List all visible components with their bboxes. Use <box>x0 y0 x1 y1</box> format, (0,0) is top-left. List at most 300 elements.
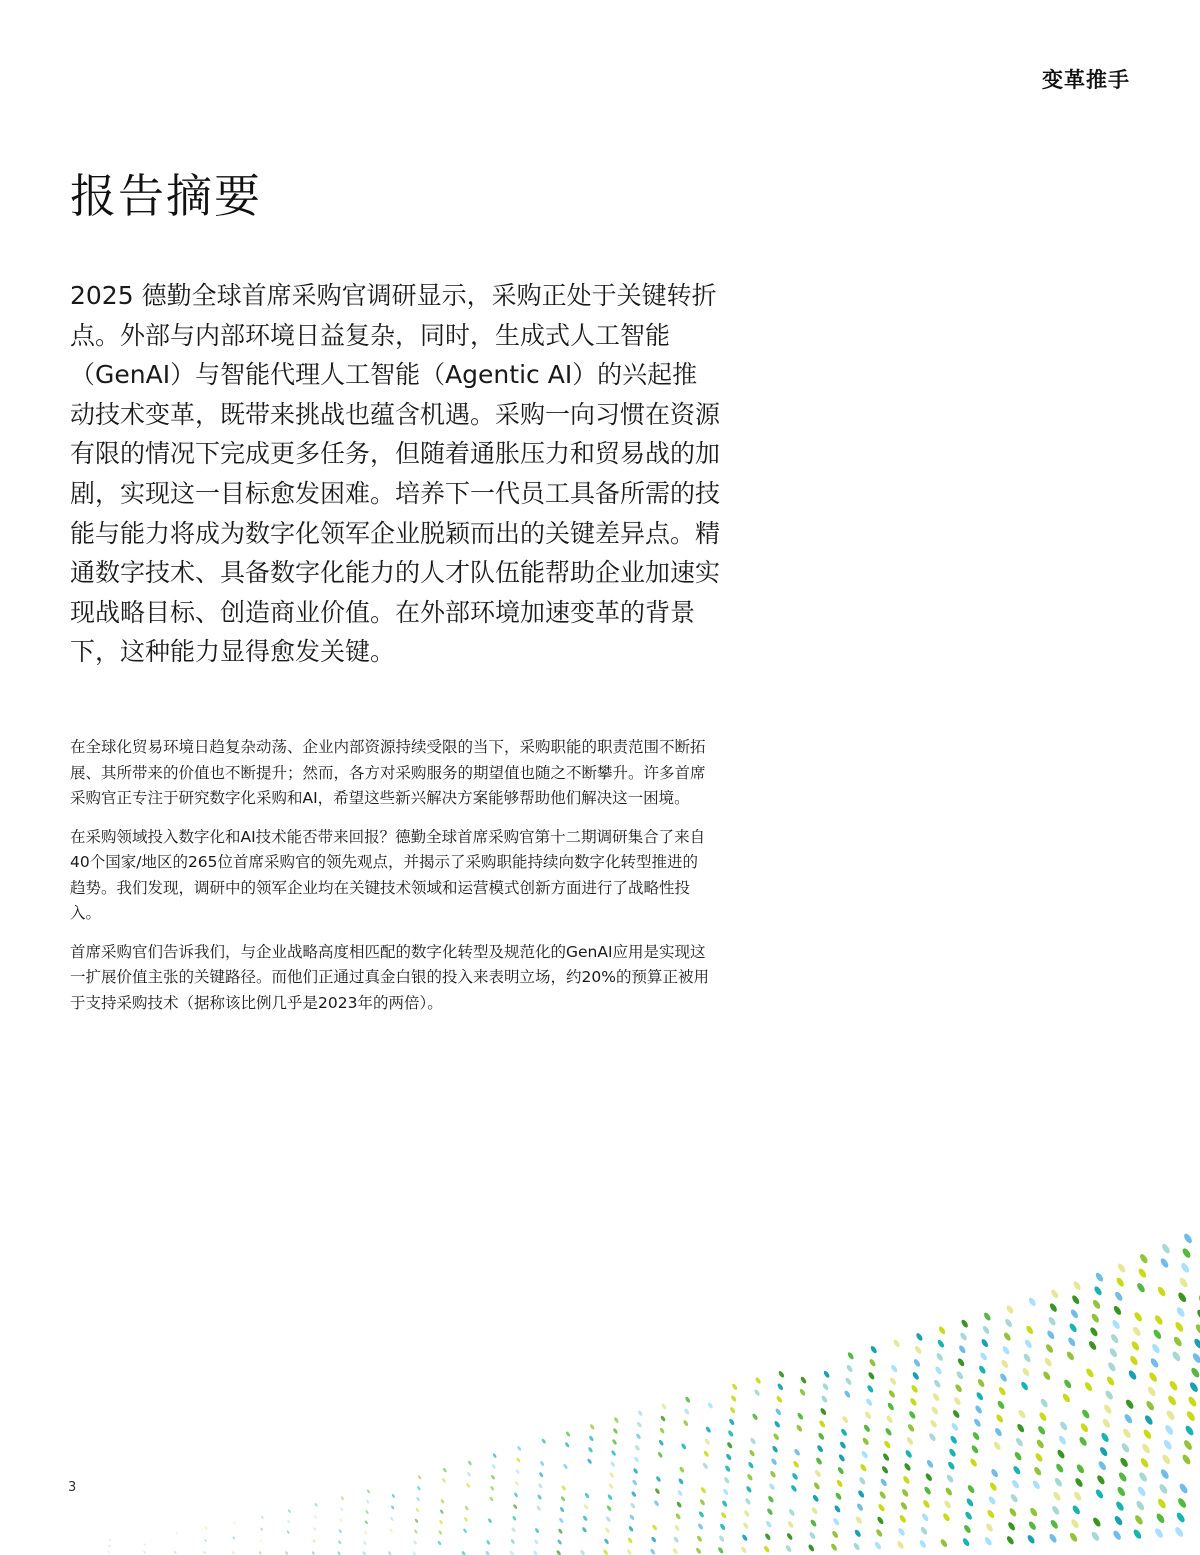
wave-dot <box>970 1444 979 1454</box>
wave-dot <box>490 1474 495 1480</box>
wave-dot <box>1182 1439 1193 1451</box>
wave-dot <box>1119 1457 1130 1469</box>
wave-dot <box>203 1551 206 1555</box>
wave-dot <box>978 1365 987 1375</box>
wave-dot <box>972 1431 981 1441</box>
wave-dot <box>1103 1403 1113 1414</box>
wave-dot <box>974 1404 983 1414</box>
wave-dot <box>984 1536 993 1546</box>
wave-dot <box>846 1364 854 1373</box>
wave-dot <box>1053 1477 1063 1488</box>
wave-dot <box>723 1476 730 1484</box>
wave-dot <box>1038 1411 1048 1422</box>
wave-dot <box>902 1475 911 1485</box>
wave-dot <box>989 1481 998 1491</box>
wave-dot <box>813 1482 821 1491</box>
wave-dot <box>728 1418 735 1426</box>
wave-dot <box>699 1498 706 1506</box>
body-text <box>70 735 710 1029</box>
wave-dot <box>557 1539 563 1545</box>
wave-dot <box>765 1520 773 1528</box>
wave-dot <box>1093 1285 1103 1296</box>
wave-dot <box>414 1529 419 1534</box>
wave-dot <box>918 1539 927 1549</box>
wave-dot <box>312 1539 316 1543</box>
wave-dot <box>512 1515 517 1521</box>
wave-dot <box>389 1528 393 1533</box>
wave-dot <box>340 1496 344 1501</box>
wave-dot <box>1159 1468 1170 1480</box>
wave-dot <box>606 1505 612 1512</box>
wave-dot <box>973 1418 982 1428</box>
wave-dot <box>607 1494 613 1501</box>
wave-dot <box>1155 1512 1166 1524</box>
wave-dot <box>948 1448 957 1458</box>
wave-dot <box>807 1544 815 1553</box>
wave-dot <box>771 1445 779 1453</box>
wave-dot <box>1165 1409 1176 1421</box>
wave-dot <box>1107 1361 1117 1372</box>
wave-dot <box>1175 1511 1186 1523</box>
wave-dot <box>703 1450 710 1458</box>
wave-dot <box>1124 1398 1135 1410</box>
wave-dot <box>1191 1352 1200 1364</box>
wave-dot <box>651 1524 657 1531</box>
wave-dot <box>1132 1326 1143 1338</box>
wave-dot <box>932 1392 941 1402</box>
wave-dot <box>516 1457 521 1463</box>
wave-dot <box>898 1514 907 1524</box>
wave-dot <box>1097 1460 1107 1471</box>
wave-dot <box>1003 1331 1012 1341</box>
wave-dot <box>1037 1425 1047 1436</box>
wave-dot <box>674 1524 681 1531</box>
wave-dot <box>950 1422 959 1432</box>
wave-dot <box>769 1470 777 1478</box>
wave-dot <box>556 1550 562 1555</box>
wave-dot <box>513 1492 518 1498</box>
wave-dot <box>655 1475 661 1482</box>
wave-dot <box>1185 1410 1196 1422</box>
wave-dot <box>967 1484 976 1494</box>
wave-dot <box>860 1450 868 1459</box>
wave-dot <box>874 1541 882 1550</box>
wave-dot <box>1168 1380 1179 1392</box>
wave-dot <box>877 1503 885 1512</box>
wave-dot <box>836 1479 844 1488</box>
wave-dot <box>1035 1438 1045 1449</box>
wave-dot <box>1177 1497 1188 1509</box>
wave-dot <box>939 1538 948 1548</box>
wave-dot <box>744 1497 751 1505</box>
wave-dot <box>632 1467 638 1474</box>
wave-dot <box>489 1496 494 1502</box>
wave-dot <box>1006 1535 1015 1546</box>
wave-dot <box>536 1505 542 1511</box>
wave-dot <box>810 1519 818 1528</box>
wave-dot <box>753 1389 760 1397</box>
wave-dot <box>954 1383 963 1393</box>
wave-dot <box>412 1551 417 1555</box>
wave-dot <box>880 1478 888 1487</box>
wave-dot <box>1072 1280 1082 1291</box>
wave-dot <box>1180 1262 1191 1274</box>
wave-dot <box>785 1544 793 1553</box>
wave-dot <box>1083 1381 1093 1392</box>
wave-dot <box>538 1483 544 1489</box>
wave-dot <box>812 1494 820 1503</box>
wave-dot <box>107 1551 110 1554</box>
wave-dot <box>1012 1465 1021 1476</box>
wave-dot <box>539 1460 545 1466</box>
wave-dot <box>963 1524 972 1534</box>
wave-dot <box>1194 1323 1200 1335</box>
wave-dot <box>719 1523 726 1531</box>
wave-dot <box>1167 1394 1178 1406</box>
wave-dot <box>1158 1483 1169 1495</box>
wave-dot <box>1045 1343 1055 1354</box>
wave-dot <box>658 1439 664 1446</box>
wave-dot <box>363 1541 367 1546</box>
wave-dot <box>856 1502 864 1511</box>
wave-dot <box>795 1424 803 1433</box>
wave-dot <box>628 1525 634 1532</box>
wave-dot <box>1071 1294 1081 1305</box>
wave-dot <box>338 1540 342 1545</box>
wave-dot <box>631 1491 637 1498</box>
wave-dot <box>935 1352 944 1362</box>
wave-dot <box>464 1505 469 1511</box>
wave-dot <box>1043 1357 1053 1368</box>
wave-dot <box>1181 1453 1192 1465</box>
wave-dot <box>231 1551 234 1555</box>
wave-dot <box>491 1464 496 1470</box>
wave-dot <box>1101 1418 1111 1429</box>
wave-dot <box>558 1528 564 1534</box>
wave-dot <box>286 1530 290 1534</box>
wave-dot <box>1005 1304 1014 1314</box>
wave-dot <box>1123 1413 1134 1425</box>
wave-dot <box>437 1540 442 1545</box>
wave-dot <box>589 1424 595 1431</box>
wave-dot <box>1153 1314 1164 1326</box>
wave-dot <box>1175 1306 1186 1318</box>
wave-dot <box>1136 1282 1147 1294</box>
wave-dot <box>875 1528 883 1537</box>
wave-dot <box>584 1492 590 1499</box>
wave-dot <box>863 1424 871 1433</box>
wave-dot <box>772 1433 780 1441</box>
wave-dot <box>832 1517 840 1526</box>
wave-dot <box>337 1551 341 1555</box>
wave-dot <box>610 1461 616 1468</box>
wave-dot <box>909 1397 918 1407</box>
wave-dot <box>852 1542 860 1551</box>
wave-dot <box>1028 1297 1037 1308</box>
wave-dot <box>538 1472 544 1478</box>
wave-dot <box>749 1437 756 1445</box>
wave-dot <box>704 1438 711 1446</box>
wave-dot <box>788 1508 796 1517</box>
wave-dot <box>261 1515 265 1519</box>
wave-dot <box>1117 1471 1128 1483</box>
wave-dot <box>949 1435 958 1445</box>
wave-dot <box>1020 1381 1029 1392</box>
wave-dot <box>534 1527 540 1533</box>
wave-dot <box>818 1420 826 1429</box>
wave-dot <box>897 1527 906 1537</box>
wave-dot <box>654 1488 660 1495</box>
wave-dot <box>1085 1367 1095 1378</box>
wave-dot <box>362 1551 366 1555</box>
wave-dot <box>490 1485 495 1491</box>
wave-dot <box>1013 1451 1022 1462</box>
wave-dot <box>1047 1316 1057 1327</box>
wave-dot <box>1065 1350 1075 1361</box>
wave-dot <box>959 1332 968 1342</box>
wave-dot <box>684 1396 691 1403</box>
wave-dot <box>1156 1286 1167 1298</box>
wave-dot <box>1024 1339 1033 1350</box>
wave-dot <box>864 1411 872 1420</box>
wave-dot <box>840 1428 848 1437</box>
wave-dot <box>817 1432 825 1441</box>
wave-dot <box>416 1486 421 1491</box>
wave-dot <box>975 1391 984 1401</box>
wave-dot <box>834 1492 842 1501</box>
wave-dot <box>313 1515 317 1519</box>
wave-dot <box>682 1419 689 1426</box>
wave-dot <box>1143 1414 1154 1426</box>
wave-dot <box>955 1370 964 1380</box>
wave-dot <box>876 1516 884 1525</box>
wave-dot <box>632 1479 638 1486</box>
wave-dot <box>633 1456 639 1463</box>
wave-dot <box>903 1462 912 1472</box>
wave-dot <box>339 1518 343 1523</box>
wave-dot <box>878 1490 886 1499</box>
wave-dot <box>541 1438 547 1444</box>
wave-dot <box>1196 1308 1200 1320</box>
wave-dot <box>907 1423 916 1433</box>
wave-dot <box>914 1345 923 1355</box>
wave-dot <box>1164 1424 1175 1436</box>
wave-dot <box>1052 1491 1062 1502</box>
wave-dot <box>1122 1427 1133 1439</box>
wave-dot <box>287 1509 291 1513</box>
wave-dot <box>892 1339 900 1348</box>
wave-dot <box>611 1439 617 1446</box>
wave-dot <box>1145 1400 1156 1412</box>
wave-dot <box>1000 1359 1009 1369</box>
wave-dot <box>775 1408 783 1416</box>
wave-dot <box>1177 1291 1188 1303</box>
wave-dot <box>1016 1423 1025 1434</box>
wave-dot <box>1028 1520 1038 1531</box>
wave-dot <box>980 1338 989 1348</box>
section-label: 变革推手 <box>1042 68 1130 92</box>
wave-dot <box>363 1530 367 1535</box>
wave-dot <box>1039 1398 1049 1409</box>
wave-dot <box>815 1457 823 1466</box>
wave-dot <box>627 1537 633 1544</box>
wave-dot <box>964 1511 973 1521</box>
wave-dot <box>1136 1485 1147 1497</box>
wave-dot <box>603 1549 609 1555</box>
wave-dot <box>767 1495 775 1503</box>
wave-dot <box>1046 1329 1056 1340</box>
wave-dot <box>1112 1529 1123 1541</box>
wave-dot <box>1139 1457 1150 1469</box>
wave-dot <box>1026 1534 1036 1545</box>
page-number: 3 <box>68 1480 77 1495</box>
wave-dot <box>823 1370 831 1379</box>
wave-dot <box>517 1445 522 1451</box>
wave-dot <box>726 1441 733 1449</box>
wave-dot <box>843 1390 851 1399</box>
wave-dot <box>742 1522 749 1530</box>
wave-dot <box>1025 1325 1034 1336</box>
wave-dot <box>1078 1436 1088 1447</box>
wave-dot <box>442 1467 447 1472</box>
wave-dot <box>996 1400 1005 1410</box>
wave-dot <box>702 1462 709 1470</box>
wave-dot <box>999 1372 1008 1382</box>
wave-dot <box>982 1325 991 1335</box>
wave-dot <box>764 1533 772 1541</box>
wave-dot <box>1148 1371 1159 1383</box>
wave-dot <box>913 1358 922 1368</box>
wave-dot <box>1193 1337 1200 1349</box>
wave-dot <box>1015 1437 1024 1448</box>
wave-dot <box>510 1538 515 1544</box>
wave-dot <box>653 1500 659 1507</box>
wave-dot <box>990 1468 999 1478</box>
wave-dot <box>678 1478 685 1485</box>
wave-dot <box>1033 1466 1043 1477</box>
wave-dot <box>1090 1312 1100 1323</box>
wave-dot <box>413 1540 418 1545</box>
wave-dot <box>487 1518 492 1524</box>
wave-dot <box>1187 1395 1198 1407</box>
wave-dot <box>724 1465 731 1473</box>
wave-dot <box>1135 1500 1146 1512</box>
wave-dot <box>338 1529 342 1534</box>
wave-dot <box>565 1431 571 1437</box>
wave-dot <box>884 1427 892 1436</box>
wave-dot <box>727 1430 734 1438</box>
wave-dot <box>467 1471 472 1477</box>
wave-dot <box>1129 1355 1140 1367</box>
wave-dot <box>559 1506 565 1512</box>
wave-dot <box>923 1486 932 1496</box>
wave-dot <box>580 1549 586 1555</box>
wave-dot <box>466 1483 471 1489</box>
wave-dot <box>258 1551 262 1555</box>
wave-dot <box>857 1489 865 1498</box>
wave-dot <box>930 1406 939 1416</box>
wave-dot <box>608 1483 614 1490</box>
wave-dot <box>1008 1507 1017 1518</box>
wave-dot <box>439 1519 444 1524</box>
wave-dot <box>787 1520 795 1529</box>
wave-dot <box>906 1436 915 1446</box>
wave-dot <box>953 1396 962 1406</box>
wave-dot <box>1111 1319 1121 1330</box>
wave-dot <box>514 1480 519 1486</box>
wave-dot <box>729 1406 736 1414</box>
wave-dot <box>718 1535 725 1543</box>
wave-dot <box>661 1403 667 1410</box>
wave-dot <box>560 1496 566 1502</box>
wave-dot <box>1181 1247 1192 1259</box>
wave-dot <box>313 1527 317 1531</box>
wave-dot <box>1063 1378 1073 1389</box>
decorative-dot-wave <box>0 1180 1200 1555</box>
wave-dot <box>1162 1439 1173 1451</box>
wave-dot <box>1059 1420 1069 1431</box>
wave-dot <box>839 1441 847 1450</box>
wave-dot <box>612 1428 618 1435</box>
wave-dot <box>1089 1326 1099 1337</box>
wave-dot <box>885 1414 893 1423</box>
wave-dot <box>259 1539 263 1543</box>
wave-dot <box>1127 1369 1138 1381</box>
wave-dot <box>587 1458 593 1465</box>
wave-dot <box>859 1463 867 1472</box>
wave-dot <box>890 1364 898 1373</box>
wave-dot <box>985 1522 994 1532</box>
body-paragraph-3: 首席采购官们告诉我们，与企业战略高度相匹配的数字化转型及规范化的GenAI应用是实现这一扩展价值主张的关键路径。而他们正通过真金白银的投入来表明立场，约20%的预算正被用于支持采购技术（据称该比例几乎是2023年的两倍）。 <box>70 942 709 1012</box>
wave-dot <box>582 1515 588 1522</box>
wave-dot <box>731 1383 738 1391</box>
wave-dot <box>650 1536 656 1543</box>
wave-dot <box>819 1407 827 1416</box>
wave-dot <box>1004 1318 1013 1328</box>
wave-dot <box>1161 1243 1172 1255</box>
wave-dot <box>720 1511 727 1519</box>
wave-dot <box>683 1408 690 1415</box>
wave-dot <box>1116 1486 1127 1498</box>
wave-dot <box>1134 1514 1145 1526</box>
wave-dot <box>675 1513 682 1520</box>
wave-dot <box>314 1503 318 1507</box>
wave-dot <box>998 1386 1007 1396</box>
wave-dot <box>1133 1311 1144 1323</box>
wave-dot <box>791 1472 799 1481</box>
wave-dot <box>1094 1271 1104 1282</box>
wave-dot <box>558 1517 564 1523</box>
wave-dot <box>1184 1424 1195 1436</box>
wave-dot <box>1113 1515 1124 1527</box>
wave-dot <box>1108 1347 1118 1358</box>
wave-dot <box>986 1509 995 1519</box>
wave-dot <box>463 1517 468 1523</box>
wave-dot <box>1171 1350 1182 1362</box>
wave-dot <box>492 1453 497 1459</box>
wave-dot <box>1070 1518 1080 1529</box>
wave-dot <box>1061 1392 1071 1403</box>
wave-dot <box>901 1488 910 1498</box>
wave-dot <box>533 1539 539 1545</box>
wave-dot <box>1051 1505 1061 1516</box>
wave-dot <box>1130 1340 1141 1352</box>
wave-dot <box>944 1487 953 1497</box>
wave-dot <box>485 1550 490 1555</box>
wave-dot <box>1152 1328 1163 1340</box>
wave-dot <box>461 1551 466 1555</box>
wave-dot <box>439 1509 444 1514</box>
